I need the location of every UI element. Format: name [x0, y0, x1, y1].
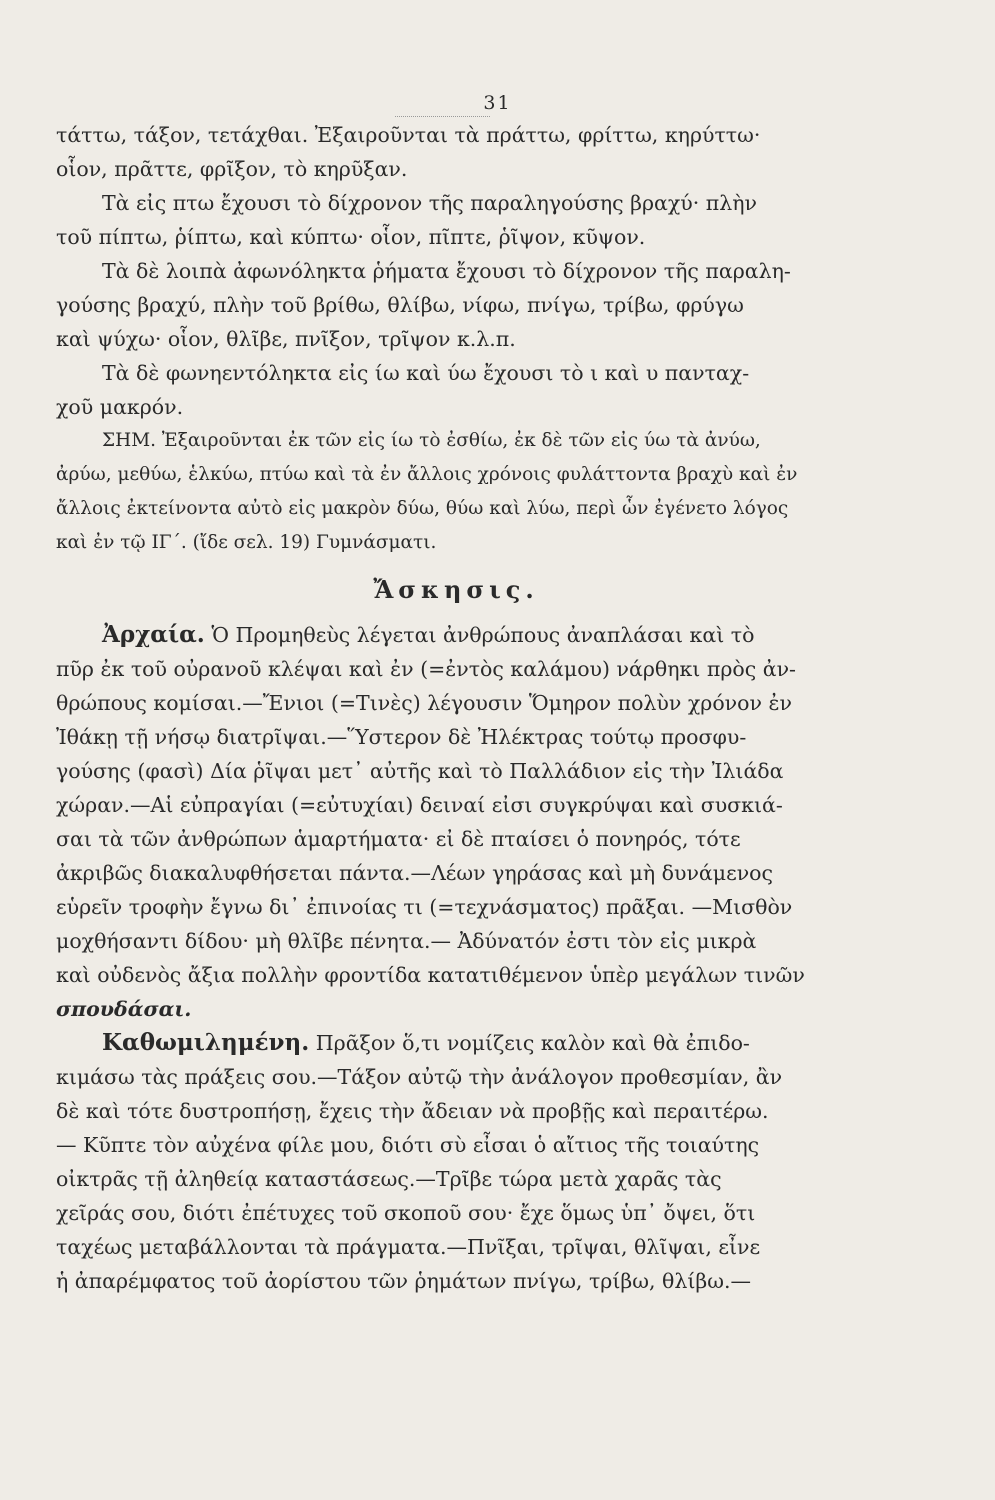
section-label-kathomilimeni: Καθωμιλημένη.: [102, 1029, 310, 1056]
text-line: χεῖράς σου, διότι ἐπέτυχες τοῦ σκοποῦ σου· ἔχε ὅμως ὑπ᾽ ὄψει, ὅτι: [56, 1201, 756, 1225]
text-line: σαι τὰ τῶν ἀνθρώπων ἁμαρτήματα· εἰ δὲ πταίσει ὁ πονηρός, τότε: [56, 827, 741, 851]
text-line: ἡ ἀπαρέμφατος τοῦ ἀορίστου τῶν ῥημάτων πνίγω, τρίβω, θλίβω.—: [56, 1269, 751, 1293]
text-line: [56, 618, 856, 652]
text-line: Τὰ εἰς πτω ἔχουσι τὸ δίχρονον τῆς παραληγούσης βραχύ· πλὴν: [102, 191, 757, 215]
text-line: [56, 1026, 856, 1060]
text-line: Τὰ δὲ λοιπὰ ἀφωνόληκτα ῥήματα ἔχουσι τὸ δίχρονον τῆς παραλη-: [102, 259, 791, 283]
note-line: ἄλλοις ἐκτείνοντα αὐτὸ εἰς μακρὸν δύω, θύω καὶ λύω, περὶ ὧν ἐγένετο λόγος: [56, 498, 789, 519]
note-line: καὶ ἐν τῷ ΙΓ΄. (ἴδε σελ. 19) Γυμνάσματι.: [56, 532, 437, 553]
text-line: χώραν.—Αἱ εὐπραγίαι (=εὐτυχίαι) δειναί εἰσι συγκρύψαι καὶ συσκιά-: [56, 793, 783, 817]
text-line: θρώπους κομίσαι.—Ἔνιοι (=Τινὲς) λέγουσιν Ὅμηρον πολὺν χρόνον ἐν: [56, 691, 792, 715]
text-line: εὑρεῖν τροφὴν ἔγνω δι᾽ ἐπινοίας τι (=τεχνάσματος) πρᾶξαι. —Μισθὸν: [56, 895, 793, 919]
text-line: οἷον, πρᾶττε, φρῖξον, τὸ κηρῦξαν.: [56, 157, 408, 181]
text-line: χοῦ μακρόν.: [56, 395, 184, 419]
text-line: Ἰθάκῃ τῇ νήσῳ διατρῖψαι.—Ὕστερον δὲ Ἠλέκτρας τούτῳ προσφυ-: [56, 725, 747, 749]
text-line: πῦρ ἐκ τοῦ οὐρανοῦ κλέψαι καὶ ἐν (=ἐντὸς καλάμου) νάρθηκι πρὸς ἀν-: [56, 657, 796, 681]
section-kathomilimeni: [56, 1026, 856, 1298]
note-line: ἀρύω, μεθύω, ἑλκύω, πτύω καὶ τὰ ἐν ἄλλοις χρόνοις φυλάττοντα βραχὺ καὶ ἐν: [56, 464, 798, 485]
text-line: ταχέως μεταβάλλονται τὰ πράγματα.—Πνῖξαι, τρῖψαι, θλῖψαι, εἶνε: [56, 1235, 761, 1259]
text-line: δὲ καὶ τότε δυστροπήσῃ, ἔχεις τὴν ἄδειαν νὰ προβῇς καὶ περαιτέρω.: [56, 1099, 769, 1123]
paragraph-tt-verbs: [56, 118, 856, 186]
section-label-archaia: Ἀρχαία.: [102, 621, 205, 648]
text-line: γούσης (φασὶ) Δία ῥῖψαι μετ᾽ αὐτῆς καὶ τὸ Παλλάδιον εἰς τὴν Ἰλιάδα: [56, 759, 784, 783]
text-line: Τὰ δὲ φωνηεντόληκτα εἰς ίω καὶ ύω ἔχουσι τὸ ι καὶ υ πανταχ-: [102, 361, 750, 385]
text-line: καὶ οὐδενὸς ἄξια πολλὴν φροντίδα κατατιθέμενον ὑπὲρ μεγάλων τινῶν: [56, 963, 805, 987]
note-line: ΣΗΜ. Ἐξαιροῦνται ἐκ τῶν εἰς ίω τὸ ἐσθίω, ἐκ δὲ τῶν εἰς ύω τὰ ἀνύω,: [102, 430, 761, 451]
text-line: τοῦ πίπτω, ῥίπτω, καὶ κύπτω· οἷον, πῖπτε, ῥῖψον, κῦψον.: [56, 225, 646, 249]
text-line: τάττω, τάξον, τετάχθαι. Ἐξαιροῦνται τὰ πράττω, φρίττω, κηρύττω·: [56, 123, 761, 147]
text-line: — Κῦπτε τὸν αὐχένα φίλε μου, διότι σὺ εἶσαι ὁ αἴτιος τῆς τοιαύτης: [56, 1133, 760, 1157]
page-number: 31: [483, 92, 512, 114]
text-line: μοχθήσαντι δίδου· μὴ θλῖβε πένητα.— Ἀδύνατόν ἐστι τὸν εἰς μικρὰ: [56, 929, 757, 953]
text-line: καὶ ψύχω· οἷον, θλῖβε, πνῖξον, τρῖψον κ.λ.π.: [56, 327, 516, 351]
section-archaia: [56, 618, 856, 1026]
text-fragment: Πρᾶξον ὅ,τι νομίζεις καλὸν καὶ θὰ ἐπιδο-: [315, 1031, 750, 1055]
paragraph-pt-verbs: [56, 186, 856, 254]
paragraph-aphonoleka: [56, 254, 856, 356]
text-line: ἀκριβῶς διακαλυφθήσεται πάντα.—Λέων γηράσας καὶ μὴ δυνάμενος: [56, 861, 774, 885]
text-line: κιμάσω τὰς πράξεις σου.—Τάξον αὐτῷ τὴν ἀνάλογον προθεσμίαν, ἂν: [56, 1065, 783, 1089]
paragraph-phoneenta: [56, 356, 856, 424]
text-line: γούσης βραχύ, πλὴν τοῦ βρίθω, θλίβω, νίφω, πνίγω, τρίβω, φρύγω: [56, 293, 744, 317]
text-line: οἰκτρᾶς τῇ ἀληθείᾳ καταστάσεως.—Τρῖβε τώρα μετὰ χαρᾶς τὰς: [56, 1167, 722, 1191]
page-number-rule: [395, 116, 490, 117]
note-paragraph: [56, 424, 856, 560]
exercise-heading: Ἄσκησις.: [373, 575, 539, 604]
text-fragment: Ὁ Προμηθεὺς λέγεται ἀνθρώπους ἀναπλάσαι καὶ τὸ: [211, 623, 755, 647]
page-body: [56, 118, 856, 1298]
text-line: σπουδάσαι.: [56, 997, 192, 1021]
